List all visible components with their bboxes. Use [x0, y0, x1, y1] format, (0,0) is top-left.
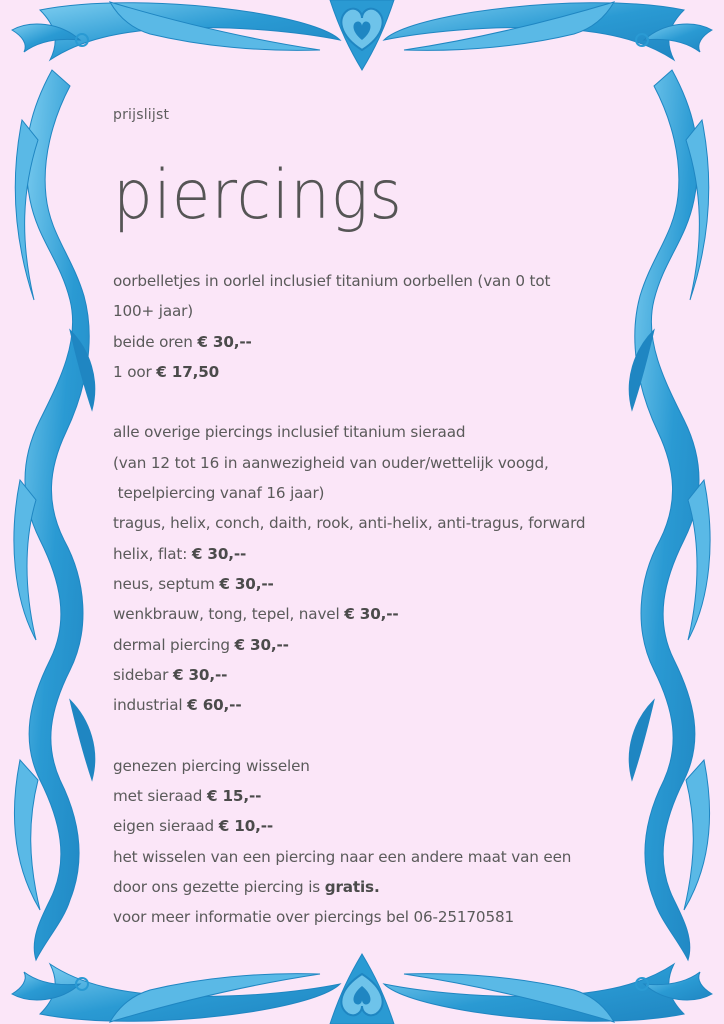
price-line [113, 660, 585, 690]
text-line: 100+ jaar) [113, 302, 194, 321]
price-value: € 17,50 [156, 362, 220, 381]
text-line: oorbelletjes in oorlel inclusief titanium oorbellen (van 0 tot [113, 272, 551, 290]
price-line [113, 690, 585, 720]
spacer [113, 387, 585, 417]
price-line [113, 357, 585, 387]
price-item: eigen sieraad [113, 817, 219, 836]
price-value: € 10,-- [218, 817, 274, 836]
price-item: neus, septum [113, 574, 220, 593]
price-line [113, 539, 585, 569]
price-line [113, 569, 585, 599]
price-item: industrial [113, 696, 188, 715]
price-item: wenkbrauw, tong, tepel, navel [113, 605, 345, 624]
price-line [113, 872, 585, 902]
price-value: € 30,-- [234, 635, 289, 654]
kicker-label: prijslijst [113, 107, 170, 123]
text-line: tepelpiercing vanaf 16 jaar) [113, 484, 325, 503]
price-lines [113, 266, 585, 933]
text-line: (van 12 tot 16 in aanwezigheid van ouder/wettelijk voogd, [113, 453, 549, 472]
spacer [113, 720, 585, 750]
price-value: € 30,-- [197, 332, 252, 351]
page-title: piercings [113, 156, 403, 235]
left-ornament [14, 70, 95, 960]
price-value: € 30,-- [219, 574, 274, 593]
right-ornament [629, 70, 710, 960]
price-line [113, 781, 585, 811]
price-line [113, 811, 585, 841]
price-value: € 15,-- [206, 787, 262, 806]
text-line: tragus, helix, conch, daith, rook, anti-helix, anti-tragus, forward [113, 514, 586, 533]
price-value: gratis. [324, 877, 380, 896]
text-line: alle overige piercings inclusief titanium sieraad [113, 423, 466, 442]
price-item: door ons gezette piercing is [113, 877, 325, 896]
price-value: € 60,-- [187, 696, 242, 715]
price-value: € 30,-- [191, 544, 247, 563]
price-line [113, 327, 585, 357]
price-item: beide oren [113, 332, 198, 351]
price-item: 1 oor [113, 362, 157, 381]
price-value: € 30,-- [172, 665, 228, 684]
contact-line: voor meer informatie over piercings bel 06-25170581 [113, 908, 514, 927]
price-line [113, 630, 585, 660]
price-line [113, 599, 585, 629]
price-item: helix, flat: [113, 544, 192, 563]
price-item: sidebar [113, 665, 173, 684]
text-line: genezen piercing wisselen [113, 756, 310, 775]
price-item: met sieraad [113, 787, 207, 806]
price-item: dermal piercing [113, 635, 235, 654]
price-value: € 30,-- [344, 605, 399, 624]
text-line: het wisselen van een piercing naar een andere maat van een [113, 847, 572, 866]
